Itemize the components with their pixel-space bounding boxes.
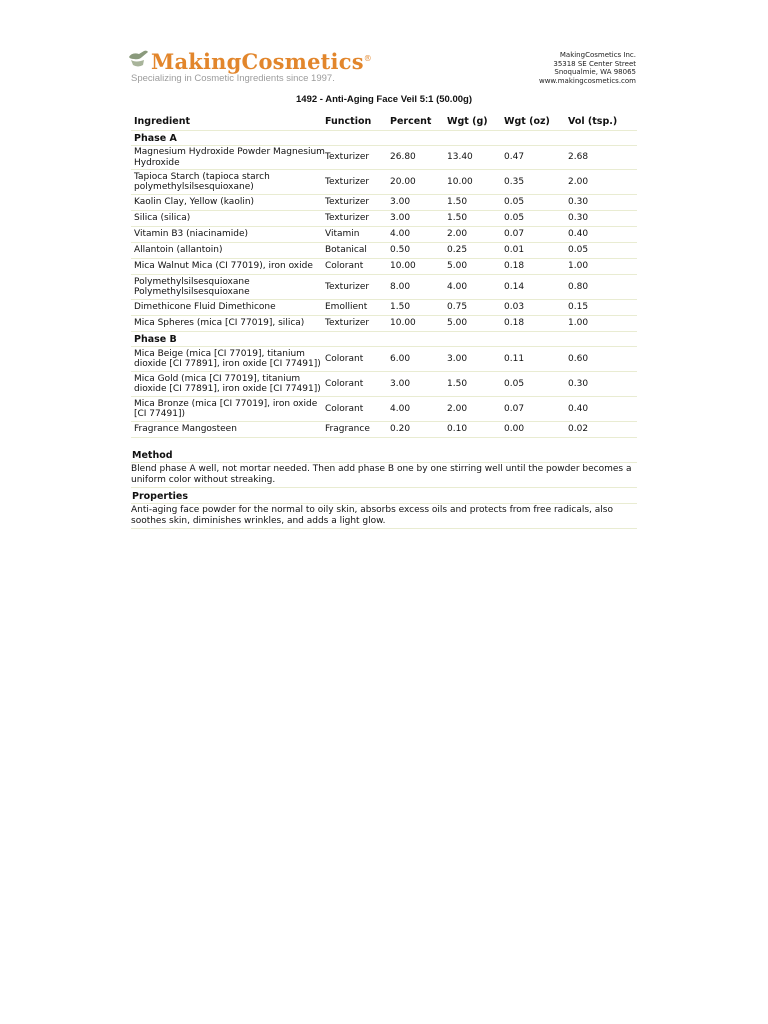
cell-weight-oz: 0.07 (504, 229, 525, 240)
cell-function: Texturizer (325, 318, 370, 329)
cell-percent: 0.50 (390, 245, 411, 256)
table-row (131, 422, 637, 438)
cell-ingredient: Magnesium Hydroxide Powder Magnesium Hydroxide (134, 147, 325, 168)
col-volume-header: Vol (tsp.) (568, 115, 618, 127)
cell-function: Colorant (325, 403, 364, 414)
cell-ingredient: Mica Spheres (mica [CI 77019], silica) (134, 318, 305, 329)
cell-weight-oz: 0.05 (504, 213, 525, 224)
cell-percent: 3.00 (390, 197, 411, 208)
cell-percent: 10.00 (390, 261, 416, 272)
cell-percent: 1.50 (390, 302, 411, 313)
cell-volume: 2.68 (568, 152, 589, 163)
cell-function: Emollient (325, 302, 368, 313)
cell-ingredient: Kaolin Clay, Yellow (kaolin) (134, 197, 255, 208)
cell-ingredient: Mica Walnut Mica (CI 77019), iron oxide (134, 261, 313, 272)
cell-function: Vitamin (325, 229, 360, 240)
cell-ingredient: Mica Beige (mica [CI 77019], titanium dioxide [CI 77891], iron oxide [CI 77491]) (134, 348, 321, 369)
cell-weight-g: 2.00 (447, 229, 468, 240)
cell-weight-g: 13.40 (447, 152, 473, 163)
cell-ingredient: Polymethylsilsesquioxane Polymethylsilsesquioxane (134, 276, 250, 297)
cell-weight-g: 1.50 (447, 213, 468, 224)
method-text: Blend phase A well, not mortar needed. Then add phase B one by one stirring well until the powder becomes a uniform color without streaking. (131, 462, 637, 488)
cell-weight-oz: 0.35 (504, 176, 525, 187)
cell-volume: 0.15 (568, 302, 589, 313)
cell-weight-g: 4.00 (447, 281, 468, 292)
cell-ingredient: Dimethicone Fluid Dimethicone (134, 302, 276, 313)
cell-volume: 0.80 (568, 281, 589, 292)
cell-weight-g: 5.00 (447, 318, 468, 329)
cell-percent: 3.00 (390, 213, 411, 224)
cell-weight-oz: 0.47 (504, 152, 525, 163)
table-header-row (131, 114, 637, 131)
cell-volume: 0.30 (568, 213, 589, 224)
cell-ingredient: Mica Bronze (mica [CI 77019], iron oxide [CI 77491]) (134, 398, 318, 419)
cell-weight-oz: 0.18 (504, 261, 525, 272)
table-row (131, 397, 637, 422)
table-row (131, 227, 637, 243)
cell-weight-oz: 0.11 (504, 353, 525, 364)
table-row (131, 211, 637, 227)
cell-volume: 0.02 (568, 424, 589, 435)
col-ingredient-header: Ingredient (134, 115, 191, 127)
table-row (131, 170, 637, 195)
cell-ingredient: Mica Gold (mica [CI 77019], titanium dioxide [CI 77891], iron oxide [CI 77491]) (134, 373, 321, 394)
cell-percent: 26.80 (390, 152, 416, 163)
cell-weight-g: 0.10 (447, 424, 468, 435)
cell-percent: 8.00 (390, 281, 411, 292)
phase-b-rows (131, 347, 637, 438)
cell-weight-oz: 0.01 (504, 245, 525, 256)
cell-ingredient: Fragrance Mangosteen (134, 424, 237, 435)
cell-weight-oz: 0.00 (504, 424, 525, 435)
cell-ingredient: Vitamin B3 (niacinamide) (134, 229, 249, 240)
method-heading: Method (132, 450, 173, 461)
logo-wordmark: MakingCosmetics® (151, 49, 372, 74)
col-weight-oz-header: Wgt (oz) (504, 115, 550, 127)
cell-function: Texturizer (325, 176, 370, 187)
cell-volume: 1.00 (568, 261, 589, 272)
cell-weight-g: 1.50 (447, 378, 468, 389)
cell-weight-oz: 0.14 (504, 281, 525, 292)
cell-weight-oz: 0.03 (504, 302, 525, 313)
table-row (131, 259, 637, 275)
col-function-header: Function (325, 115, 372, 127)
cell-weight-oz: 0.05 (504, 378, 525, 389)
cell-function: Fragrance (325, 424, 370, 435)
cell-function: Texturizer (325, 152, 370, 163)
company-street: 35318 SE Center Street (553, 59, 636, 68)
cell-volume: 0.40 (568, 403, 589, 414)
cell-weight-oz: 0.07 (504, 403, 525, 414)
cell-percent: 4.00 (390, 403, 411, 414)
company-city: Snoqualmie, WA 98065 (554, 68, 636, 77)
recipe-title: 1492 - Anti-Aging Face Veil 5:1 (50.00g) (296, 94, 472, 105)
cell-volume: 0.30 (568, 378, 589, 389)
cell-function: Colorant (325, 378, 364, 389)
phase-a-heading: Phase A (131, 131, 637, 146)
table-row (131, 316, 637, 332)
cell-weight-g: 3.00 (447, 353, 468, 364)
cell-percent: 3.00 (390, 378, 411, 389)
cell-function: Texturizer (325, 213, 370, 224)
cell-volume: 0.05 (568, 245, 589, 256)
properties-text: Anti-aging face powder for the normal to oily skin, absorbs excess oils and protects from free radicals, also soothes skin, diminishes wrinkles, and adds a light glow. (131, 503, 637, 529)
cell-weight-oz: 0.18 (504, 318, 525, 329)
cell-volume: 0.40 (568, 229, 589, 240)
table-row (131, 146, 637, 170)
cell-volume: 0.60 (568, 353, 589, 364)
table-row (131, 243, 637, 259)
cell-function: Colorant (325, 261, 364, 272)
col-percent-header: Percent (390, 115, 432, 127)
table-row (131, 347, 637, 372)
cell-ingredient: Silica (silica) (134, 213, 191, 224)
cell-weight-g: 5.00 (447, 261, 468, 272)
cell-percent: 0.20 (390, 424, 411, 435)
cell-percent: 10.00 (390, 318, 416, 329)
cell-ingredient: Allantoin (allantoin) (134, 245, 223, 256)
cell-percent: 4.00 (390, 229, 411, 240)
properties-heading: Properties (132, 491, 188, 502)
cell-function: Texturizer (325, 197, 370, 208)
table-row (131, 372, 637, 397)
cell-percent: 6.00 (390, 353, 411, 364)
logo-tagline: Specializing in Cosmetic Ingredients since 1997. (131, 73, 335, 84)
cell-function: Botanical (325, 245, 367, 256)
cell-weight-g: 10.00 (447, 176, 473, 187)
cell-function: Texturizer (325, 281, 370, 292)
cell-weight-g: 1.50 (447, 197, 468, 208)
cell-volume: 1.00 (568, 318, 589, 329)
cell-percent: 20.00 (390, 176, 416, 187)
cell-weight-g: 0.75 (447, 302, 468, 313)
company-name: MakingCosmetics Inc. (559, 51, 636, 59)
cell-weight-oz: 0.05 (504, 197, 525, 208)
company-address (539, 51, 636, 85)
cell-volume: 2.00 (568, 176, 589, 187)
company-website: www.makingcosmetics.com (538, 76, 636, 85)
cell-volume: 0.30 (568, 197, 589, 208)
table-row (131, 275, 637, 300)
cell-function: Colorant (325, 353, 364, 364)
ingredients-table (131, 114, 637, 438)
cell-weight-g: 0.25 (447, 245, 468, 256)
company-logo (127, 48, 372, 88)
col-weight-g-header: Wgt (g) (447, 115, 488, 127)
table-row (131, 195, 637, 211)
phase-a-rows (131, 146, 637, 332)
cell-ingredient: Tapioca Starch (tapioca starch polymethylsilsesquioxane) (134, 171, 270, 192)
phase-b-heading: Phase B (131, 332, 637, 347)
cell-weight-g: 2.00 (447, 403, 468, 414)
table-row (131, 300, 637, 316)
